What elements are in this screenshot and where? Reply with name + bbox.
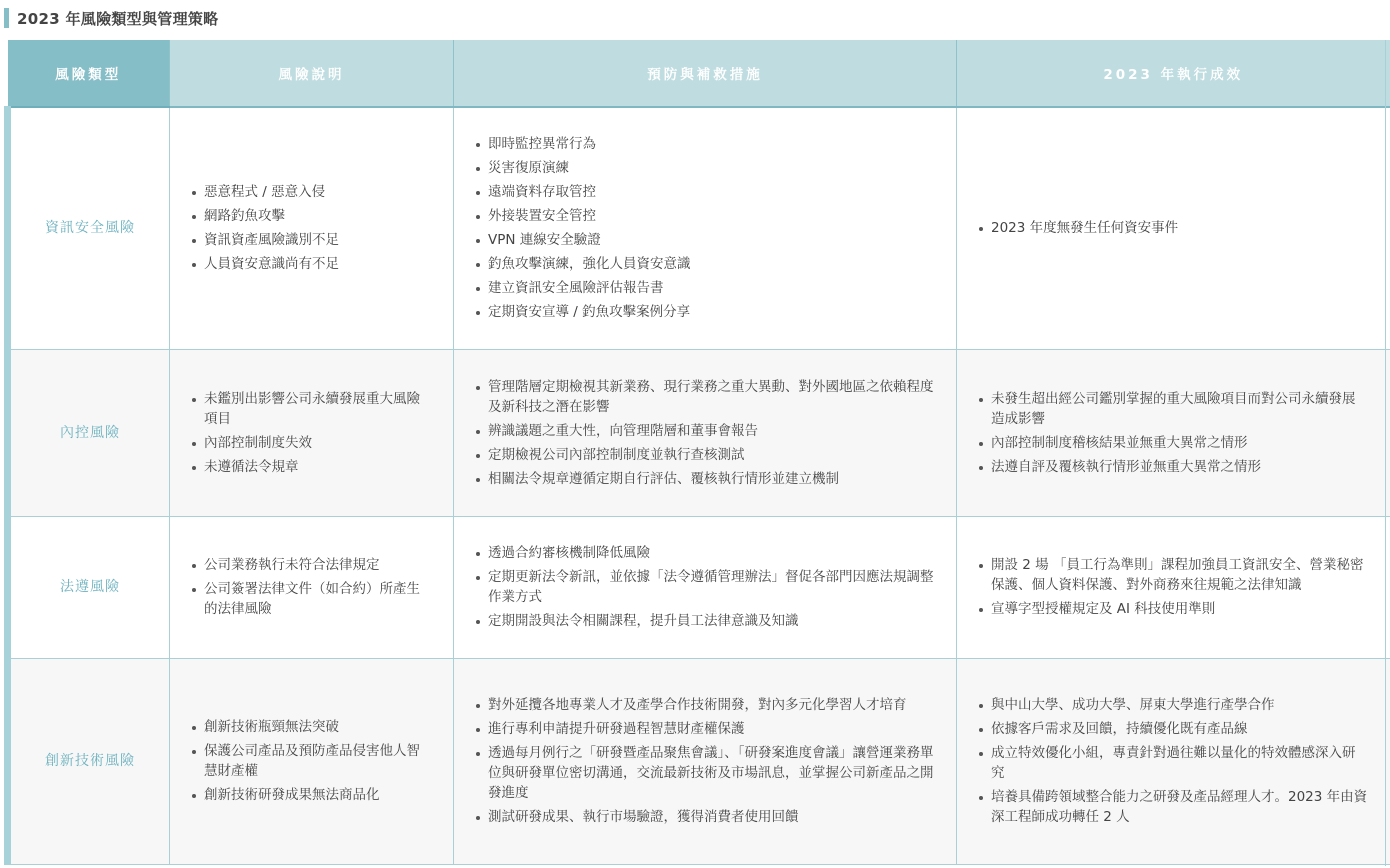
list-item: 遠端資料存取管控 bbox=[488, 182, 934, 202]
list-item: 透過每月例行之「研發暨產品聚焦會議」、「研發案進度會議」讓營運業務單位與研發單位密切溝通，交流最新技術及市場訊息，並掌握公司新產品之開發進度 bbox=[488, 745, 934, 801]
list-item: 宣導字型授權規定及 AI 科技使用準則 bbox=[991, 599, 1368, 619]
list-item: 開設 2 場 「員工行為準則」課程加強員工資訊安全、營業秘密保護、個人資料保護、對外商務來往規範之法律知識 bbox=[991, 555, 1368, 595]
measures-list bbox=[454, 543, 956, 631]
header-measures: 預防與補救措施 bbox=[454, 40, 957, 107]
results-list bbox=[957, 695, 1390, 827]
results-list bbox=[957, 555, 1390, 619]
list-item: 定期檢視公司內部控制制度並執行查核測試 bbox=[488, 445, 934, 465]
page-title bbox=[4, 7, 218, 29]
list-item: 定期資安宣導 / 釣魚攻擊案例分享 bbox=[488, 302, 934, 322]
list-item: 定期更新法令新訊，並依據「法令遵循管理辦法」督促各部門因應法規調整作業方式 bbox=[488, 569, 934, 605]
header-results: 2023 年執行成效 bbox=[957, 40, 1390, 107]
list-item: 內部控制制度稽核結果並無重大異常之情形 bbox=[991, 433, 1368, 453]
description-cell bbox=[170, 349, 454, 516]
results-list bbox=[957, 218, 1390, 238]
list-item: 內部控制制度失效 bbox=[204, 433, 431, 453]
results-cell bbox=[957, 658, 1390, 864]
description-list bbox=[170, 717, 453, 805]
description-cell bbox=[170, 107, 454, 349]
risk-type-cell: 內控風險 bbox=[8, 349, 170, 516]
list-item: 進行專利申請提升研發過程智慧財產權保護 bbox=[488, 719, 934, 739]
title-accent-bar bbox=[4, 8, 9, 28]
list-item: 網路釣魚攻擊 bbox=[204, 206, 431, 226]
list-item: 人員資安意識尚有不足 bbox=[204, 254, 431, 274]
header-risk-description: 風險說明 bbox=[170, 40, 454, 107]
list-item: 創新技術瓶頸無法突破 bbox=[204, 717, 431, 737]
list-item: 資訊資產風險識別不足 bbox=[204, 230, 431, 250]
risk-type-cell: 資訊安全風險 bbox=[8, 107, 170, 349]
header-risk-type: 風險類型 bbox=[8, 40, 170, 107]
list-item: 災害復原演練 bbox=[488, 158, 934, 178]
measures-list bbox=[454, 377, 956, 489]
list-item: 辨識議題之重大性，向管理階層和董事會報告 bbox=[488, 421, 934, 441]
list-item: 定期開設與法令相關課程，提升員工法律意識及知識 bbox=[488, 611, 934, 631]
list-item: 管理階層定期檢視其新業務、現行業務之重大異動、對外國地區之依賴程度及新科技之潛在影響 bbox=[488, 378, 934, 415]
results-cell bbox=[957, 349, 1390, 516]
table-header-row bbox=[8, 40, 1390, 107]
list-item: 測試研發成果、執行市場驗證，獲得消費者使用回饋 bbox=[488, 807, 934, 827]
description-cell bbox=[170, 516, 454, 658]
table-right-border bbox=[1385, 40, 1386, 866]
list-item: 未發生超出經公司鑑別掌握的重大風險項目而對公司永續發展造成影響 bbox=[991, 389, 1368, 429]
results-cell bbox=[957, 107, 1390, 349]
page-title-text: 2023 年風險類型與管理策略 bbox=[17, 9, 219, 28]
list-item: 未遵循法令規章 bbox=[204, 457, 431, 477]
list-item: 對外延攬各地專業人才及產學合作技術開發，對內多元化學習人才培育 bbox=[488, 695, 934, 715]
description-list bbox=[170, 555, 453, 619]
list-item: 與中山大學、成功大學、屏東大學進行產學合作 bbox=[991, 695, 1368, 715]
list-item: 透過合約審核機制降低風險 bbox=[488, 543, 934, 563]
list-item: 培養具備跨領域整合能力之研發及產品經理人才。2023 年由資深工程師成功轉任 2 人 bbox=[991, 789, 1368, 825]
risk-type-cell: 創新技術風險 bbox=[8, 658, 170, 864]
measures-cell bbox=[454, 516, 957, 658]
list-item: 惡意程式 / 惡意入侵 bbox=[204, 182, 431, 202]
description-list bbox=[170, 182, 453, 274]
list-item: 保護公司產品及預防產品侵害他人智慧財產權 bbox=[204, 741, 431, 781]
list-item: 釣魚攻擊演練，強化人員資安意識 bbox=[488, 254, 934, 274]
measures-list bbox=[454, 695, 956, 827]
list-item: 未鑑別出影響公司永續發展重大風險項目 bbox=[204, 389, 431, 429]
results-cell bbox=[957, 516, 1390, 658]
table-row bbox=[8, 516, 1390, 658]
risk-management-table bbox=[4, 40, 1390, 865]
list-item: 外接裝置安全管控 bbox=[488, 206, 934, 226]
list-item: 公司業務執行未符合法律規定 bbox=[204, 555, 431, 575]
list-item: 法遵自評及覆核執行情形並無重大異常之情形 bbox=[991, 457, 1368, 477]
list-item: VPN 連線安全驗證 bbox=[488, 230, 934, 250]
table-row bbox=[8, 349, 1390, 516]
description-cell bbox=[170, 658, 454, 864]
risk-type-cell: 法遵風險 bbox=[8, 516, 170, 658]
list-item: 創新技術研發成果無法商品化 bbox=[204, 785, 431, 805]
list-item: 依據客戶需求及回饋，持續優化既有產品線 bbox=[991, 719, 1368, 739]
list-item: 相關法令規章遵循定期自行評估、覆核執行情形並建立機制 bbox=[488, 469, 934, 489]
list-item: 2023 年度無發生任何資安事件 bbox=[991, 218, 1368, 238]
measures-cell bbox=[454, 349, 957, 516]
list-item: 建立資訊安全風險評估報告書 bbox=[488, 278, 934, 298]
measures-list bbox=[454, 134, 956, 322]
table-row bbox=[8, 658, 1390, 864]
results-list bbox=[957, 389, 1390, 477]
list-item: 即時監控異常行為 bbox=[488, 134, 934, 154]
list-item: 公司簽署法律文件（如合約）所產生的法律風險 bbox=[204, 579, 431, 619]
table-row bbox=[8, 107, 1390, 349]
list-item: 成立特效優化小組，專責針對過往難以量化的特效體感深入研究 bbox=[991, 743, 1368, 783]
measures-cell bbox=[454, 107, 957, 349]
measures-cell bbox=[454, 658, 957, 864]
description-list bbox=[170, 389, 453, 477]
